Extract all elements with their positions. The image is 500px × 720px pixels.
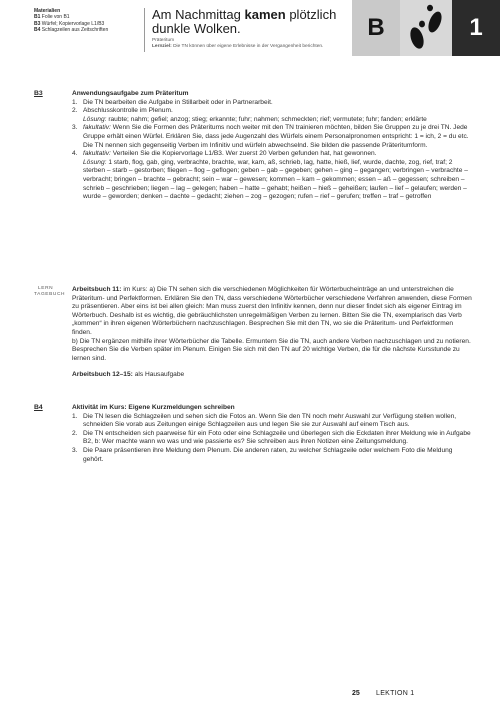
- section-code: B3: [34, 90, 43, 97]
- section-lerntagebuch: [34, 286, 474, 398]
- list-item: 2. Abschlusskontrolle im Plenum. Lösung: raubte; nahm; gefiel; anzog; stieg; erkannte; fuhr; nahmen; schmeckten; rief; vermutete; fuhr; fanden; erklärte: [72, 107, 427, 123]
- materials-line: B3 Würfel; Kopiervorlage L1/B3: [34, 20, 105, 27]
- page-title: Am Nachmittag kamen plötzlich dunkle Wolken.: [152, 7, 337, 36]
- footprints-icon: [400, 0, 452, 56]
- section-title: Anwendungsaufgabe zum Präteritum: [72, 90, 189, 97]
- section-b3: [34, 90, 474, 280]
- lesson-goal: Präteritum Lernziel: Die TN können über eigene Erlebnisse in der Vergangenheit berichten.: [152, 38, 352, 50]
- title-keyword: kamen: [244, 7, 286, 22]
- grammar-term: Präteritum: [152, 38, 175, 43]
- header-divider: [144, 8, 145, 52]
- materials-title: Materialien: [34, 8, 61, 14]
- list-item: 3. fakultativ: Wenn Sie die Formen des Präteritums noch weiter mit den TN trainieren möchten, bilden Sie Gruppen zu je drei TN. Jede Gruppe erhält einen Würfel. Erklären Sie, dass jede Augenzahl des Würfels einem Personalpronomen entspricht: 1 = ich, 2 = du etc. Die TN nennen sich gegenseitig Verben im Infinitiv und würfeln abwechselnd. Sie bilden die passende Präteritumform.: [72, 124, 469, 149]
- lerntagebuch-label: LERN TAGEBUCH: [34, 286, 66, 297]
- lesson-label: LEKTION 1: [376, 690, 415, 697]
- lesson-tab: 1: [452, 0, 500, 56]
- page-number: 25: [352, 690, 360, 697]
- section-title: Aktivität im Kurs: Eigene Kurzmeldungen schreiben: [72, 404, 235, 411]
- list-item: 1. Die TN bearbeiten die Aufgabe in Stillarbeit oder in Partnerarbeit.: [72, 98, 273, 106]
- list-item: 4. fakultativ: Verteilen Sie die Kopiervorlage L1/B3. Wer zuerst 20 Verben gefunden hat, hat gewonnen. Lösung: 1 starb, flog, gab, ging, verbrachte, brachte, war, kam, aß, schrieb, lag, hatte, hieß, lief, wurde, dachte, zog, rief, traf; 2 sterben – starb – gestorben; fliegen – flog – geflogen; geben – gab – gegeben; gehen – ging – gegangen; verbringen – verbrachte – verbracht; bringen – brachte – gebracht; sein – war – gewesen; kommen – kam – gekommen; essen – aß – gegessen; schreiben – schrieb – geschrieben; liegen – lag – gelegen; haben – hatte – gehabt; heißen – hieß – geheißen; laufen – lief – gelaufen; werden – wurde – geworden; denken – dachte – gedacht; ziehen – zog – gezogen; rufen – rief – gerufen; treffen – traf – getroffen: [72, 150, 468, 201]
- section-b4: [34, 404, 474, 474]
- materials-line: B4 Schlagzeilen aus Zeitschriften: [34, 26, 109, 33]
- materials-box: [34, 8, 144, 33]
- homework-note: Arbeitsbuch 12–15: als Hausaufgabe: [72, 371, 185, 379]
- materials-line: B1 Folie von B1: [34, 14, 70, 21]
- section-code: B4: [34, 404, 43, 411]
- list-item: 1. Die TN lesen die Schlagzeilen und sehen sich die Fotos an. Wenn Sie den TN noch mehr Auswahl zur Verfügung stellen wollen, schneiden Sie vorab aus Zeitungen einige Schlagzeilen aus und legen Sie sie zur Auswahl auf einem Tisch aus.: [72, 412, 457, 429]
- workbook-paragraph: b) Die TN ergänzen mithilfe ihrer Wörterbücher die Tabelle. Ermuntern Sie die TN, auch andere Verben nachzuschlagen und zu notieren. Besprechen Sie die Verben später im Plenum. Einigen Sie sich mit den TN auf 20 wichtige Verben, die für die nächste Kursstunde zu lernen sind.: [72, 337, 471, 362]
- list-item: 2. Die TN entscheiden sich paarweise für ein Foto oder eine Schlagzeile und überlegen sich die Eckdaten ihrer Meldung wie in Aufgabe B2, b: Wer machte wann wo was und wie passierte es? Sie schreiben aus ihren Notizen eine Zeitungsmeldung.: [72, 429, 471, 446]
- workbook-paragraph: Arbeitsbuch 11: im Kurs: a) Die TN sehen sich die verschiedenen Möglichkeiten für Wörterbucheinträge an und unterstreichen die Präteritum- und Perfektformen. Erklären Sie den TN, dass verschiedene Wörterbücher verschiedene Verfahren anwenden, diese Formen zu präsentieren. Aber eins ist bei allen gleich: Man muss zuerst den Infinitiv kennen, denn nur dieser findet sich als eigener Eintrag im Wörterbuch. Deshalb ist es wichtig, die gebräuchlichsten unregelmäßigen Verben zu lernen. Bitten Sie die TN, exemplarisch das Verb „kommen“ in ihren eigenen Wörterbüchern nachzuschlagen. Besprechen Sie mit den TN, wo sie die Präteritum- und Perfektformen finden.: [72, 286, 472, 336]
- section-tab: B: [352, 0, 400, 56]
- list-item: 3. Die Paare präsentieren ihre Meldung dem Plenum. Die anderen raten, zu welcher Schlagzeile oder welchem Foto die Meldung gehört.: [72, 446, 453, 463]
